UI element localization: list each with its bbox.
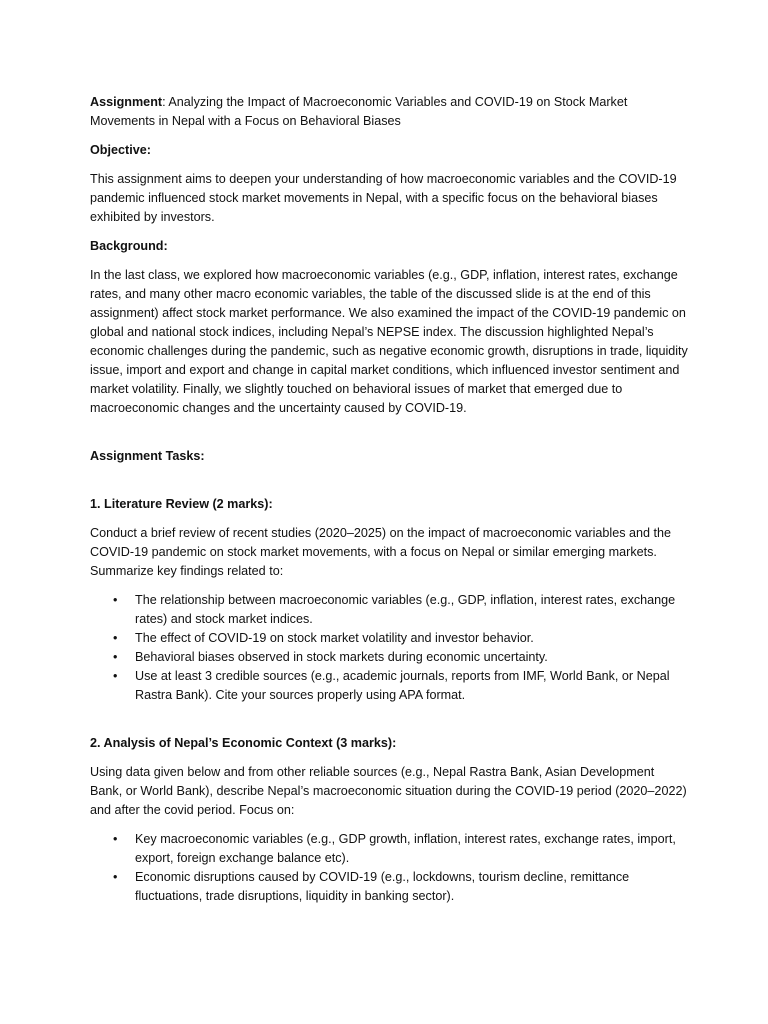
task1-heading: 1. Literature Review (2 marks): [90,497,273,511]
blank-line [90,476,688,495]
bullet-icon: • [113,631,118,645]
task1-intro: Conduct a brief review of recent studies (2020–2025) on the impact of macroeconomic variables and the COVID-19 pandemic on stock market movements, with a focus on Nepal or similar emerging markets. Summarize key findings related to: [90,526,672,578]
objective-heading: Objective: [90,143,151,157]
list-item: • The relationship between macroeconomic variables (e.g., GDP, inflation, interest rates, exchange rates) and stock market indices. [113,593,676,626]
assignment-title-text: : Analyzing the Impact of Macroeconomic Variables and COVID-19 on Stock Market Movements in Nepal with a Focus on Behavioral Biases [90,95,628,128]
list-item: • Economic disruptions caused by COVID-19 (e.g., lockdowns, tourism decline, remittance fluctuations, trade disruptions, liquidity in banking sector). [113,870,630,903]
assignment-title [90,93,688,131]
task1-bullet-list [90,591,688,705]
bullet-icon: • [113,870,118,884]
list-item: • Use at least 3 credible sources (e.g., academic journals, reports from IMF, World Bank, or Nepal Rastra Bank). Cite your sources properly using APA format. [113,669,670,702]
background-text: In the last class, we explored how macroeconomic variables (e.g., GDP, inflation, interest rates, exchange rates, and many other macro economic variables, the table of the discussed slide is at the end of this assignment) affect stock market performance. We also examined the impact of the COVID-19 pandemic on global and national stock indices, including Nepal’s NEPSE index. The discussion highlighted Nepal’s economic challenges during the pandemic, such as negative economic growth, disruptions in trade, liquidity issue, import and export and change in capital market conditions, which influenced investor sentiment and market volatility. Finally, we slightly touched on behavioral issues of market that emerged due to macroeconomic changes and the uncertainty caused by COVID-19. [90,268,688,415]
list-item: • Key macroeconomic variables (e.g., GDP growth, inflation, interest rates, exchange rates, import, export, foreign exchange balance etc). [113,832,676,865]
objective-text: This assignment aims to deepen your understanding of how macroeconomic variables and the COVID-19 pandemic influenced stock market movements in Nepal, with a specific focus on the behavioral biases exhibited by investors. [90,172,677,224]
background-heading: Background: [90,239,168,253]
bullet-icon: • [113,669,118,683]
blank-line [90,428,688,447]
list-item: • The effect of COVID-19 on stock market volatility and investor behavior. [135,629,688,648]
task2-intro: Using data given below and from other reliable sources (e.g., Nepal Rastra Bank, Asian Development Bank, or World Bank), describe Nepal’s macroeconomic situation during the COVID-19 period (2020–2022) and after the covid period. Focus on: [90,765,687,817]
task2-bullet-list [90,830,688,906]
bullet-icon: • [113,650,118,664]
assignment-label: Assignment [90,95,163,109]
bullet-icon: • [113,832,118,846]
task2-heading: 2. Analysis of Nepal’s Economic Context (3 marks): [90,736,397,750]
tasks-heading: Assignment Tasks: [90,449,205,463]
list-item: • Behavioral biases observed in stock markets during economic uncertainty. [135,648,688,667]
bullet-icon: • [113,593,118,607]
blank-line [90,715,688,734]
